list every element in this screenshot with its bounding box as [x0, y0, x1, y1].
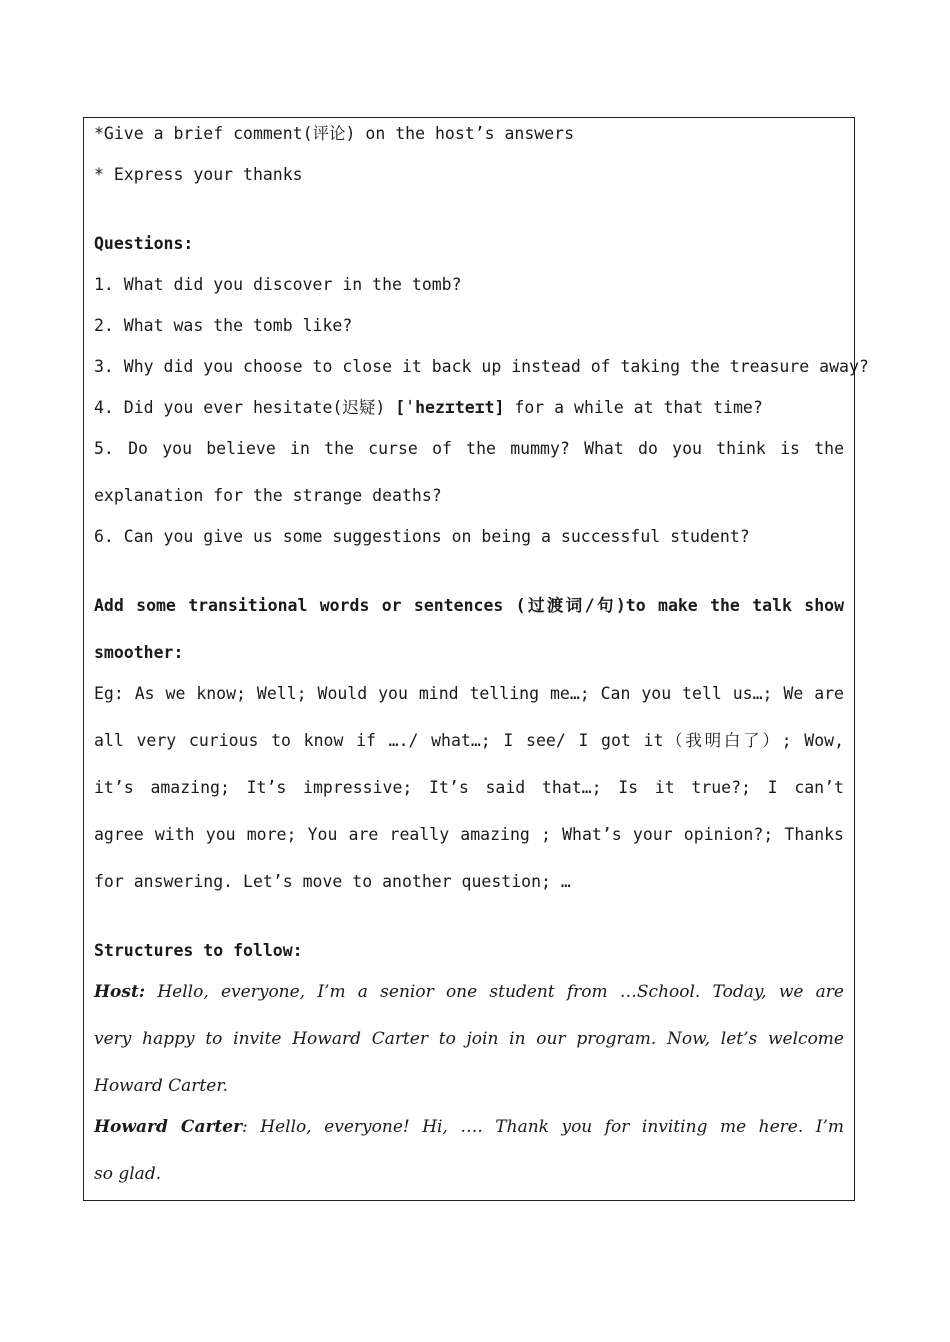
comment-instruction: *Give a brief comment(评论) on the host’s answers: [94, 124, 575, 143]
question-5-line-1: 5. Do you believe in the curse of the mummy? What do you think is the: [94, 439, 844, 458]
example-line-3: it’s amazing; It’s impressive; It’s said that…; Is it true?; I can’t: [94, 778, 844, 797]
question-4-suffix: for a while at that time?: [504, 398, 763, 417]
questions-heading: Questions:: [94, 234, 194, 253]
host-label: Host:: [94, 982, 146, 1002]
example-line-4: agree with you more; You are really amazing ; What’s your opinion?; Thanks: [94, 825, 844, 844]
phonetic-transcription: [ˈhezɪteɪt]: [395, 398, 505, 417]
worksheet-box: [83, 117, 869, 1201]
transitions-heading-line-1: Add some transitional words or sentences (过渡词/句)to make the talk show: [94, 596, 844, 615]
question-1: 1. What did you discover in the tomb?: [94, 275, 462, 294]
host-line-1-text: Hello, everyone, I’m a senior one student from …School. Today, we are: [145, 982, 844, 1002]
example-line-5: for answering. Let’s move to another question; …: [94, 872, 571, 891]
question-6: 6. Can you give us some suggestions on being a successful student?: [94, 527, 750, 546]
carter-line-2: so glad.: [94, 1164, 162, 1184]
example-line-2: all very curious to know if …./ what…; I see/ I got it（我明白了）; Wow,: [94, 731, 844, 750]
example-line-1: Eg: As we know; Well; Would you mind telling me…; Can you tell us…; We are: [94, 684, 844, 703]
host-line-3: Howard Carter.: [94, 1076, 228, 1096]
transitions-heading-line-2: smoother:: [94, 643, 184, 662]
question-2: 2. What was the tomb like?: [94, 316, 353, 335]
question-5-line-2: explanation for the strange deaths?: [94, 486, 442, 505]
host-line-2: very happy to invite Howard Carter to join in our program. Now, let’s welcome: [94, 1029, 844, 1049]
question-3: 3. Why did you choose to close it back up instead of taking the treasure away?: [94, 357, 869, 376]
carter-line-1-text: : Hello, everyone! Hi, …. Thank you for inviting me here. I’m: [242, 1117, 844, 1137]
host-line-1: [94, 981, 844, 1003]
question-4: [94, 397, 844, 419]
question-4-prefix: 4. Did you ever hesitate(迟疑): [94, 398, 396, 417]
carter-label: Howard Carter: [94, 1117, 243, 1137]
thanks-instruction: * Express your thanks: [94, 165, 303, 184]
structures-heading: Structures to follow:: [94, 941, 303, 960]
carter-line-1: [94, 1116, 844, 1138]
